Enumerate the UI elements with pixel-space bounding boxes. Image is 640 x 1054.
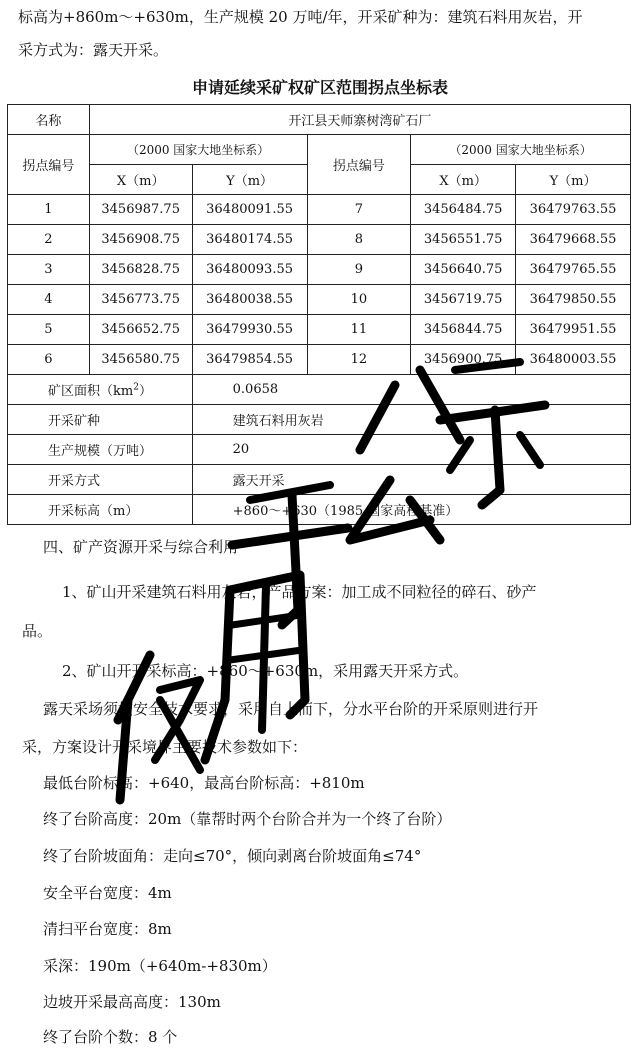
parameter-line: 清扫平台宽度：8m	[43, 920, 172, 938]
table-row	[8, 255, 631, 285]
table-row-elevation	[8, 495, 631, 525]
paragraph-1-line-2: 品。	[22, 622, 53, 640]
parameter-line: 终了台阶坡面角：走向≤70°，倾向剥离台阶坡面角≤74°	[43, 847, 422, 865]
y-value: 36479668.55	[516, 225, 631, 255]
paragraph-2: 2、矿山开开采标高：+860～+630m，采用露天开采方式。	[62, 662, 469, 680]
coordinate-table	[7, 104, 631, 525]
x-value: 3456551.75	[411, 225, 516, 255]
parameter-line: 边坡开采最高高度：130m	[43, 993, 221, 1011]
x-value: 3456652.75	[89, 315, 192, 345]
table-row	[8, 285, 631, 315]
coord-system-left: （2000 国家大地坐标系）	[89, 135, 307, 165]
point-number: 10	[307, 285, 411, 315]
parameter-line: 终了台阶高度：20m（靠帮时两个台阶合并为一个终了台阶）	[43, 810, 452, 828]
y-value: 36480003.55	[516, 345, 631, 375]
parameter-line: 安全平台宽度：4m	[43, 884, 172, 902]
area-value: 0.0658	[192, 375, 630, 405]
table-row-scale	[8, 435, 631, 465]
point-header-left: 拐点编号	[8, 135, 90, 195]
paragraph-3-line-1: 露天采场须按安全技术要求，采用自上而下，分水平台阶的开采原则进行开	[43, 700, 539, 718]
method-label: 开采方式	[8, 465, 193, 495]
intro-line-2: 采方式为：露天开采。	[18, 41, 169, 59]
point-number: 11	[307, 315, 411, 345]
parameter-line: 采深：190m（+640m-+830m）	[43, 957, 277, 975]
point-number: 8	[307, 225, 411, 255]
table-row	[8, 225, 631, 255]
area-label: 矿区面积$(km^2)$	[8, 375, 193, 405]
elevation-value: +860～+630（1985 国家高程基准）	[192, 495, 630, 525]
parameter-line: 最低台阶标高：+640，最高台阶标高：+810m	[43, 774, 365, 792]
x-header-left: X（m）	[89, 165, 192, 195]
scale-label: 生产规模（万吨）	[8, 435, 193, 465]
paragraph-1-line-1: 1、矿山开采建筑石料用灰岩，产品方案：加工成不同粒径的碎石、砂产	[62, 583, 537, 601]
y-value: 36479930.55	[192, 315, 307, 345]
x-value: 3456773.75	[89, 285, 192, 315]
point-number: 6	[8, 345, 90, 375]
point-number: 1	[8, 195, 90, 225]
x-value: 3456908.75	[89, 225, 192, 255]
name-label: 名称	[8, 105, 90, 135]
y-value: 36480174.55	[192, 225, 307, 255]
intro-line-1: 标高为+860m～+630m，生产规模 20 万吨/年，开采矿种为：建筑石料用灰岩，开	[18, 8, 583, 26]
x-value: 3456719.75	[411, 285, 516, 315]
x-value: 3456844.75	[411, 315, 516, 345]
point-number: 4	[8, 285, 90, 315]
table-row	[8, 315, 631, 345]
point-number: 12	[307, 345, 411, 375]
x-value: 3456900.75	[411, 345, 516, 375]
y-value: 36479854.55	[192, 345, 307, 375]
y-value: 36480093.55	[192, 255, 307, 285]
y-value: 36479951.55	[516, 315, 631, 345]
elevation-label: 开采标高（m）	[8, 495, 193, 525]
table-row-area	[8, 375, 631, 405]
table-row	[8, 195, 631, 225]
y-value: 36479765.55	[516, 255, 631, 285]
x-value: 3456484.75	[411, 195, 516, 225]
coord-system-right: （2000 国家大地坐标系）	[411, 135, 631, 165]
mineral-label: 开采矿种	[8, 405, 193, 435]
point-number: 2	[8, 225, 90, 255]
point-number: 9	[307, 255, 411, 285]
y-value: 36480038.55	[192, 285, 307, 315]
y-value: 36479850.55	[516, 285, 631, 315]
table-row-method	[8, 465, 631, 495]
y-header-left: Y（m）	[192, 165, 307, 195]
point-header-right: 拐点编号	[307, 135, 411, 195]
parameter-line: 终了台阶个数：8 个	[43, 1028, 178, 1046]
paragraph-3-line-2: 采，方案设计开采境界主要技术参数如下：	[22, 738, 308, 756]
point-number: 7	[307, 195, 411, 225]
table-title: 申请延续采矿权矿区范围拐点坐标表	[191, 78, 448, 97]
point-number: 5	[8, 315, 90, 345]
x-header-right: X（m）	[411, 165, 516, 195]
x-value: 3456580.75	[89, 345, 192, 375]
x-value: 3456828.75	[89, 255, 192, 285]
table-row-mineral	[8, 405, 631, 435]
table-row-header	[8, 135, 631, 165]
mineral-value: 建筑石料用灰岩	[192, 405, 630, 435]
x-value: 3456640.75	[411, 255, 516, 285]
section-heading: 四、矿产资源开采与综合利用	[43, 538, 239, 556]
scale-value: 20	[192, 435, 630, 465]
method-value: 露天开采	[192, 465, 630, 495]
name-value: 开江县天师寨树湾矿石厂	[89, 105, 630, 135]
y-header-right: Y（m）	[516, 165, 631, 195]
table-row-name	[8, 105, 631, 135]
x-value: 3456987.75	[89, 195, 192, 225]
y-value: 36479763.55	[516, 195, 631, 225]
table-row	[8, 345, 631, 375]
point-number: 3	[8, 255, 90, 285]
y-value: 36480091.55	[192, 195, 307, 225]
